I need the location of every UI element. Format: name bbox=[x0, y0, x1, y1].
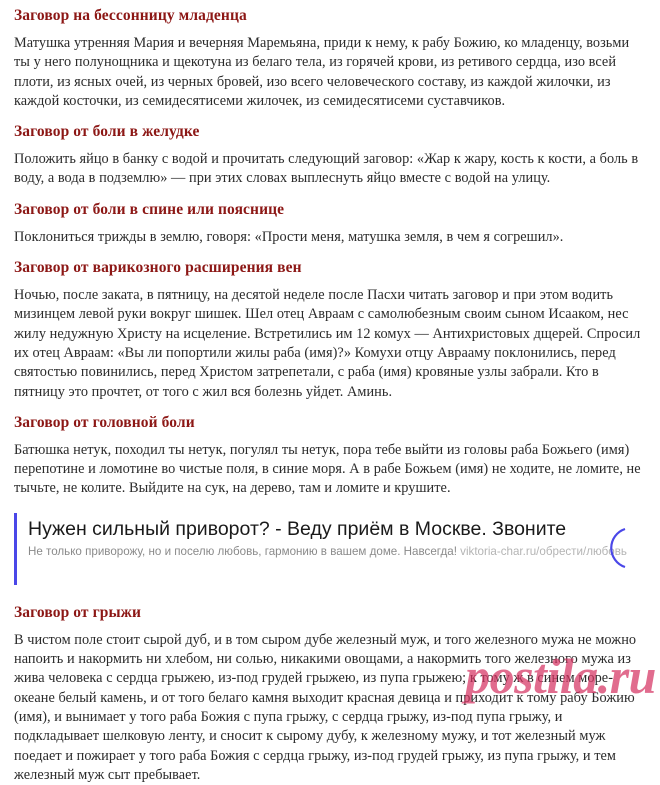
section-body-text: Матушка утренняя Мария и вечерняя Маремьяна, приди к нему, к рабу Божию, ко младенцу, возьми ты у него полунощника и щекотуна из белаго тела, из горячей крови, из ретивого сердца, изо всей плоти, из ясных очей, из черных бровей, изо всего человеческого составу, из каждой жилочки, из каждой косточки, из семидесятисеми жилочек, из семидесятисеми суставчиков. bbox=[14, 35, 630, 109]
advertisement-block[interactable] bbox=[14, 513, 646, 585]
section-heading: Заговор от варикозного расширения вен bbox=[14, 259, 302, 277]
section-stomach-pain bbox=[14, 122, 646, 189]
section-back-pain bbox=[14, 200, 646, 247]
section-heading: Заговор от боли в желудке bbox=[14, 123, 200, 141]
ad-url-link[interactable]: viktoria-char.ru/обрести/любовь bbox=[460, 544, 627, 558]
section-hernia bbox=[14, 603, 646, 785]
ad-title-link[interactable]: Нужен сильный приворот? - Веду приём в Москве. Звоните bbox=[28, 517, 567, 540]
section-body-text: Ночью, после заката, в пятницу, на десятой неделе после Пасхи читать заговор и при этом водить мизинцем левой руки вокруг шишек. Шел отец Авраам с самолюбезным своим сыном Исааком, нес жилу недужную Христу на исцеление. Встретились им 12 комух — Антихристовых дщерей. Спросил их отец Авраам: «Вы ли попортили жилы раба (имя)?» Комухи отцу Аврааму поклонились, перед святостью повинились, перед Христом затрепетали, с раба (имя) кровяные узлы забрали. Кто в пятницу это прочтет, от того с жил вся болезнь уйдет. Аминь. bbox=[14, 287, 641, 400]
site-watermark: postila.ru bbox=[465, 648, 656, 704]
section-body-text: Батюшка нетук, походил ты нетук, погулял ты нетук, пора тебе выйти из головы раба Божьего (имя) перепотине и ломотине во чистые поля, в синие моря. А в рабе Божьем (имя) не ходите, не ломите, не тычьте, не колите. Выйдите на сук, на дерево, там и ломите и крушите. bbox=[14, 441, 641, 497]
section-heading: Заговор от грыжи bbox=[14, 603, 142, 621]
section-body-text: Поклониться трижды в землю, говоря: «Прости меня, матушка земля, в чем я согрешил». bbox=[14, 228, 564, 245]
section-body-text: Положить яйцо в банку с водой и прочитать следующий заговор: «Жар к жару, кость к кости, а боль в воду, а вода в подземлю» — при этих словах выплеснуть яйцо вместе с водой на улицу. bbox=[14, 151, 639, 187]
section-headache bbox=[14, 413, 646, 499]
section-insomnia bbox=[14, 6, 646, 111]
section-heading: Заговор от боли в спине или пояснице bbox=[14, 200, 285, 218]
section-heading: Заговор на бессонницу младенца bbox=[14, 7, 247, 24]
section-heading: Заговор от головной боли bbox=[14, 413, 195, 431]
ad-description-text: Не только приворожу, но и поселю любовь, гармонию в вашем доме. Навсегда! bbox=[28, 544, 457, 558]
section-varicose-veins bbox=[14, 258, 646, 402]
ad-description bbox=[28, 544, 638, 560]
section-body-text: В чистом поле стоит сырой дуб, и в том сыром дубе железный муж, и того железного мужа не можно напоить и накормить ни хлебом, ни солью, никакими овощами, а накормить того железного мужа из жива человека с сердца грыжею, из-под грудей грыжею, из пупа грыжею; к тому ж в синем море-океане белый камень, и от того белаго камня выходит красная девица и приходит к тому рабу Божию (имя), и вынимает у того раба Божия с пупа грыжу, с сердца грыжу, из-под пупа грыжу, и подкладывает шелковую ленту, и сносит к сырому дубу, к железному мужу, и тот железный муж поедает и пожирает у того раба Божия с сердца грыжу, из-под грудей грыжу, из пупа грыжу, и тем железный муж сыт пребывает. bbox=[14, 631, 637, 783]
ad-accent-bar bbox=[14, 513, 17, 585]
